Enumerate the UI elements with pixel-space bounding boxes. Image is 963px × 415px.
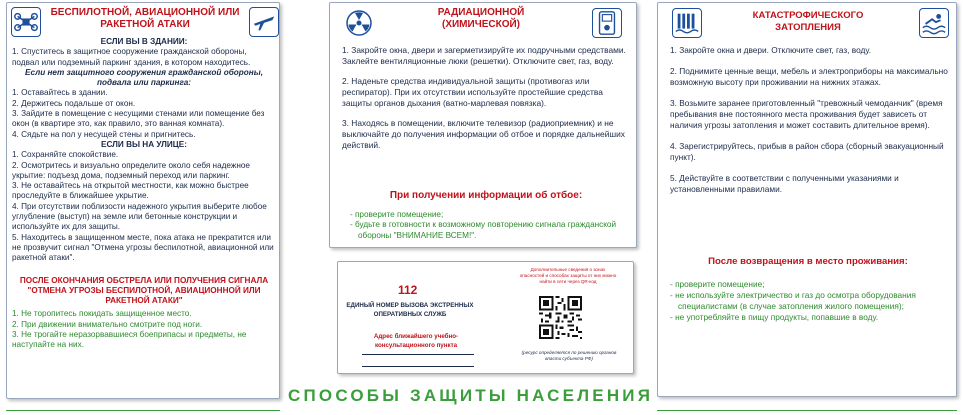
card-title: РАДИАЦИОННОЙ (ХИМИЧЕСКОЙ) bbox=[437, 7, 525, 30]
list-item: - будьте в готовности к возможному повторению сигнала гражданской обороны "ВНИМАНИЕ ВСЕМ!". bbox=[350, 220, 617, 240]
card-body bbox=[342, 45, 630, 151]
card-radiation bbox=[329, 2, 637, 248]
clearance-heading: При получении информации об отбое: bbox=[389, 190, 583, 201]
address-underline bbox=[362, 366, 474, 367]
card-title: КАТАСТРОФИЧЕСКОГО ЗАТОПЛЕНИЯ bbox=[752, 10, 864, 33]
return-heading: После возвращения в место проживания: bbox=[708, 256, 908, 267]
return-list bbox=[670, 279, 950, 323]
card-flooding bbox=[657, 2, 957, 397]
list-item: 2. Осмотритесь и визуально определите около себя надежное укрытие: подъезд дома, подземный переход или паркинг. bbox=[12, 160, 250, 180]
qr-caption: Дополнительные сведения о зонах опасностей и способах защиты от них можно найти в сети через QR-код bbox=[519, 267, 617, 284]
list-item: 1. Закройте окна и двери. Отключите свет, газ, воду. bbox=[670, 45, 872, 55]
clearance-list bbox=[350, 210, 632, 241]
list-item: 1. Оставайтесь в здании. bbox=[12, 88, 108, 98]
card-emergency-info bbox=[337, 261, 634, 374]
card-body bbox=[670, 45, 950, 195]
list-item: 1. Спуститесь в защитное сооружение гражданской обороны, подвал или подземный паркинг здания, в котором находитесь. bbox=[12, 47, 251, 67]
qr-code[interactable] bbox=[539, 296, 582, 339]
list-item: 3. Не оставайтесь на открытой местности, как можно быстрее проследуйте в ближайшее укрытие. bbox=[12, 181, 249, 201]
list-item: - проверите помещение; bbox=[670, 279, 765, 289]
qr-note: (ресурс определяется по решению органов власти субъекта РФ) bbox=[521, 350, 617, 361]
list-item: 1. Закройте окна, двери и загерметизируйте их подручными средствами. Заклейте вентиляционные люки (решетки). Отключите свет, газ, воду. bbox=[342, 45, 626, 66]
list-item: 1. Не торопитесь покидать защищенное место. bbox=[12, 309, 192, 319]
list-item: 3. Находясь в помещении, включите телевизор (радиоприемник) и не выключайте до получения информации об отбое и порядке дальнейших действий. bbox=[342, 118, 625, 150]
list-item: 5. Действуйте в соответствии с полученными указаниями и установленными правилами. bbox=[670, 173, 899, 194]
list-item: 2. Держитесь подальше от окон. bbox=[12, 98, 136, 108]
list-item: - не употребляйте в пищу продукты, попавшие в воду. bbox=[670, 312, 879, 322]
dosimeter-icon bbox=[592, 8, 622, 38]
list-item: - проверите помещение; bbox=[350, 210, 444, 219]
radiation-icon bbox=[344, 8, 374, 38]
list-item: 5. Находитесь в защищенном месте, пока атака не прекратится или не прозвучит сигнал "Отмена угрозы беспилотной, авиационной или ракетной атаки". bbox=[12, 232, 274, 263]
plane-icon bbox=[249, 7, 279, 37]
list-item: 2. Наденьте средства индивидуальной защиты (противогаз или респиратор). При их отсутствии используйте простейшие средства защиты органов дыхания (ватно-марлевая повязка). bbox=[342, 76, 603, 108]
list-item: - не используйте электричество и газ до осмотра оборудования специалистами (в случае затопления жилого помещения); bbox=[670, 290, 916, 311]
list-item: 3. Возьмите заранее приготовленный "тревожный чемоданчик" (время пребывания вне постоянного места проживания будет зависеть от наличия угрозы затопления и может составить длительное время). bbox=[670, 98, 943, 130]
after-attack-heading: ПОСЛЕ ОКОНЧАНИЯ ОБСТРЕЛА ИЛИ ПОЛУЧЕНИЯ СИГНАЛА "ОТМЕНА УГРОЗЫ БЕСПИЛОТНОЙ, АВИАЦИОННОЙ ИЛИ РАКЕТНОЙ АТАКИ" bbox=[19, 275, 269, 306]
list-item: 3. Не трогайте неразорвавшиеся боеприпасы и предметы, не наступайте на них. bbox=[12, 330, 247, 350]
drone-icon bbox=[11, 7, 41, 37]
list-item: 4. Сядьте на пол у несущей стены и пригнитесь. bbox=[12, 129, 196, 139]
card-air-attack bbox=[6, 2, 280, 399]
address-label: Адрес ближайшего учебно-консультационного пункта bbox=[373, 333, 459, 349]
section-heading: ЕСЛИ ВЫ В ЗДАНИИ: bbox=[100, 37, 188, 46]
footer-line-left bbox=[6, 410, 280, 411]
list-item: 1. Сохраняйте спокойствие. bbox=[12, 150, 119, 160]
swimmer-icon bbox=[919, 8, 949, 38]
dam-icon bbox=[672, 8, 702, 38]
page-footer-title: СПОСОБЫ ЗАЩИТЫ НАСЕЛЕНИЯ bbox=[288, 386, 654, 405]
card-title: БЕСПИЛОТНОЙ, АВИАЦИОННОЙ ИЛИ РАКЕТНОЙ АТАКИ bbox=[50, 7, 240, 30]
list-item: 2. При движении внимательно смотрите под ноги. bbox=[12, 319, 203, 329]
list-item: 4. При отсутствии поблизости надежного укрытия выберите любое углубление (выступ) на земле или бетонные конструкции и используйте их для защиты. bbox=[12, 201, 267, 232]
emergency-number-label: ЕДИНЫЙ НОМЕР ВЫЗОВА ЭКСТРЕННЫХ ОПЕРАТИВНЫХ СЛУЖБ bbox=[346, 302, 474, 318]
list-item: 4. Зарегистрируйтесь, прибыв в район сбора (сборный эвакуационный пункт). bbox=[670, 141, 944, 162]
section-heading: ЕСЛИ ВЫ НА УЛИЦЕ: bbox=[101, 139, 187, 149]
footer-line-right bbox=[657, 410, 957, 411]
emergency-number: 112 bbox=[398, 283, 418, 297]
card-body bbox=[12, 37, 276, 351]
list-item: 3. Зайдите в помещение с несущими стенами или помещение без окон (в квартире это, как правило, это ванная комната). bbox=[12, 109, 265, 129]
section-subheading: Если нет защитного сооружения гражданской обороны, подвала или паркинга: bbox=[25, 67, 263, 88]
address-underline bbox=[362, 354, 474, 355]
list-item: 2. Поднимите ценные вещи, мебель и электроприборы на максимально возможную высоту при проживании на нижних этажах. bbox=[670, 66, 948, 87]
